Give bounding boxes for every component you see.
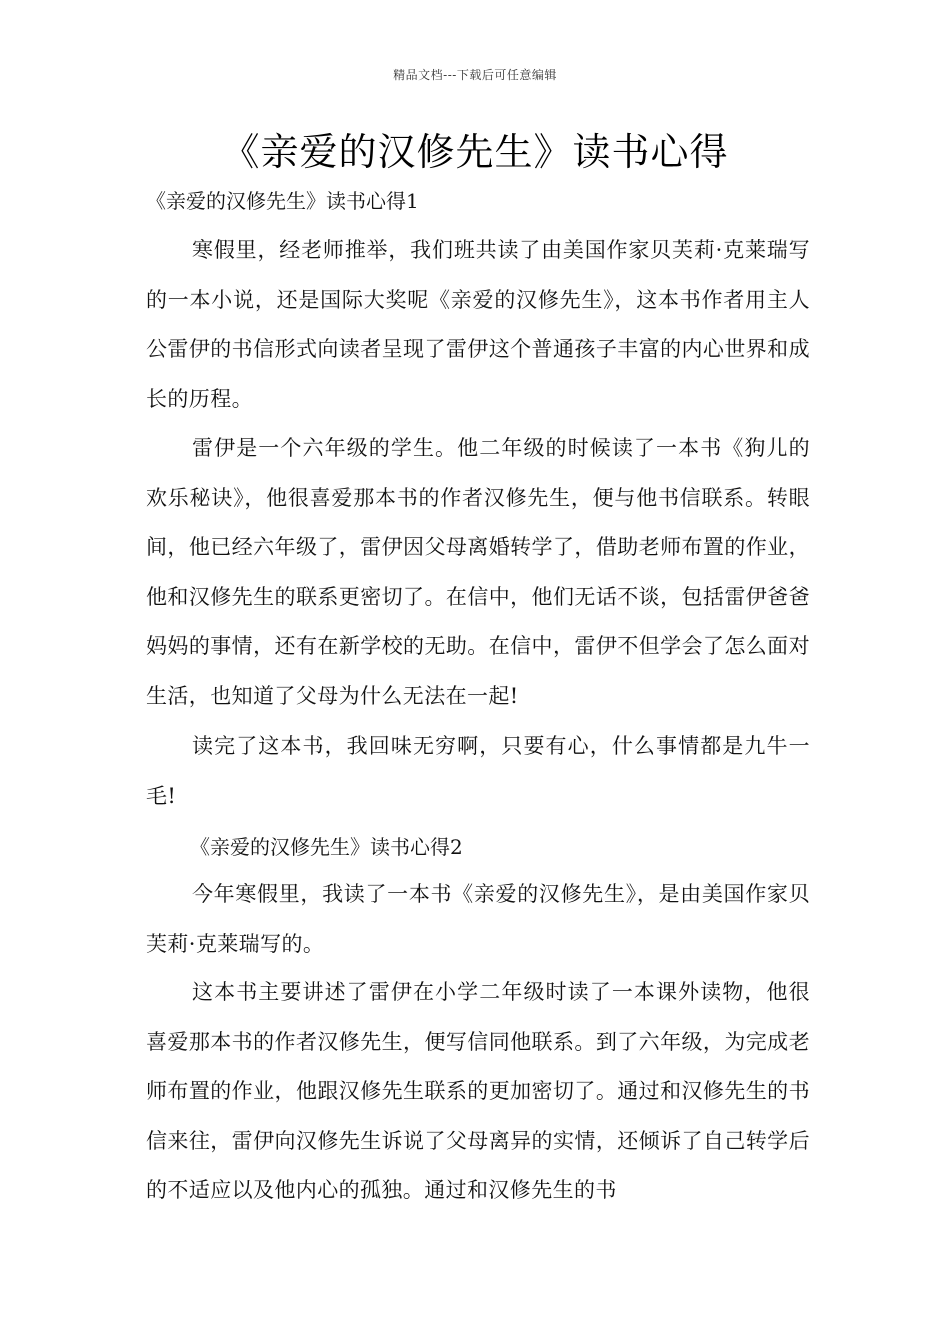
page-header: 精品文档---下载后可任意编辑 (393, 68, 557, 82)
section-heading-2: 《亲爱的汉修先生》读书心得2 (190, 835, 463, 859)
paragraph: 今年寒假里，我读了一本书《亲爱的汉修先生》，是由美国作家贝芙莉·克莱瑞写的。 (146, 882, 810, 956)
document-title: 《亲爱的汉修先生》读书心得 (221, 130, 729, 174)
paragraph: 这本书主要讲述了雷伊在小学二年级时读了一本课外读物，他很喜爱那本书的作者汉修先生，便写信同他联系。到了六年级，为完成老师布置的作业，他跟汉修先生联系的更加密切了。通过和汉修先生的书信来往，雷伊向汉修先生诉说了父母离异的实情，还倾诉了自己转学后的不适应以及他内心的孤独。通过和汉修先生的书 (146, 980, 810, 1202)
paragraph: 寒假里，经老师推举，我们班共读了由美国作家贝芙莉·克莱瑞写的一本小说，还是国际大奖呢《亲爱的汉修先生》，这本书作者用主人公雷伊的书信形式向读者呈现了雷伊这个普通孩子丰富的内心世界和成长的历程。 (146, 238, 810, 411)
paragraph: 雷伊是一个六年级的学生。他二年级的时候读了一本书《狗儿的欢乐秘诀》，他很喜爱那本书的作者汉修先生，便与他书信联系。转眼间，他已经六年级了，雷伊因父母离婚转学了，借助老师布置的作业，他和汉修先生的联系更密切了。在信中，他们无话不谈，包括雷伊爸爸妈妈的事情，还有在新学校的无助。在信中，雷伊不但学会了怎么面对生活，也知道了父母为什么无法在一起! (146, 436, 810, 708)
paragraph: 读完了这本书，我回味无穷啊，只要有心，什么事情都是九牛一毛! (146, 734, 810, 808)
section-heading-1: 《亲爱的汉修先生》读书心得1 (146, 189, 419, 213)
